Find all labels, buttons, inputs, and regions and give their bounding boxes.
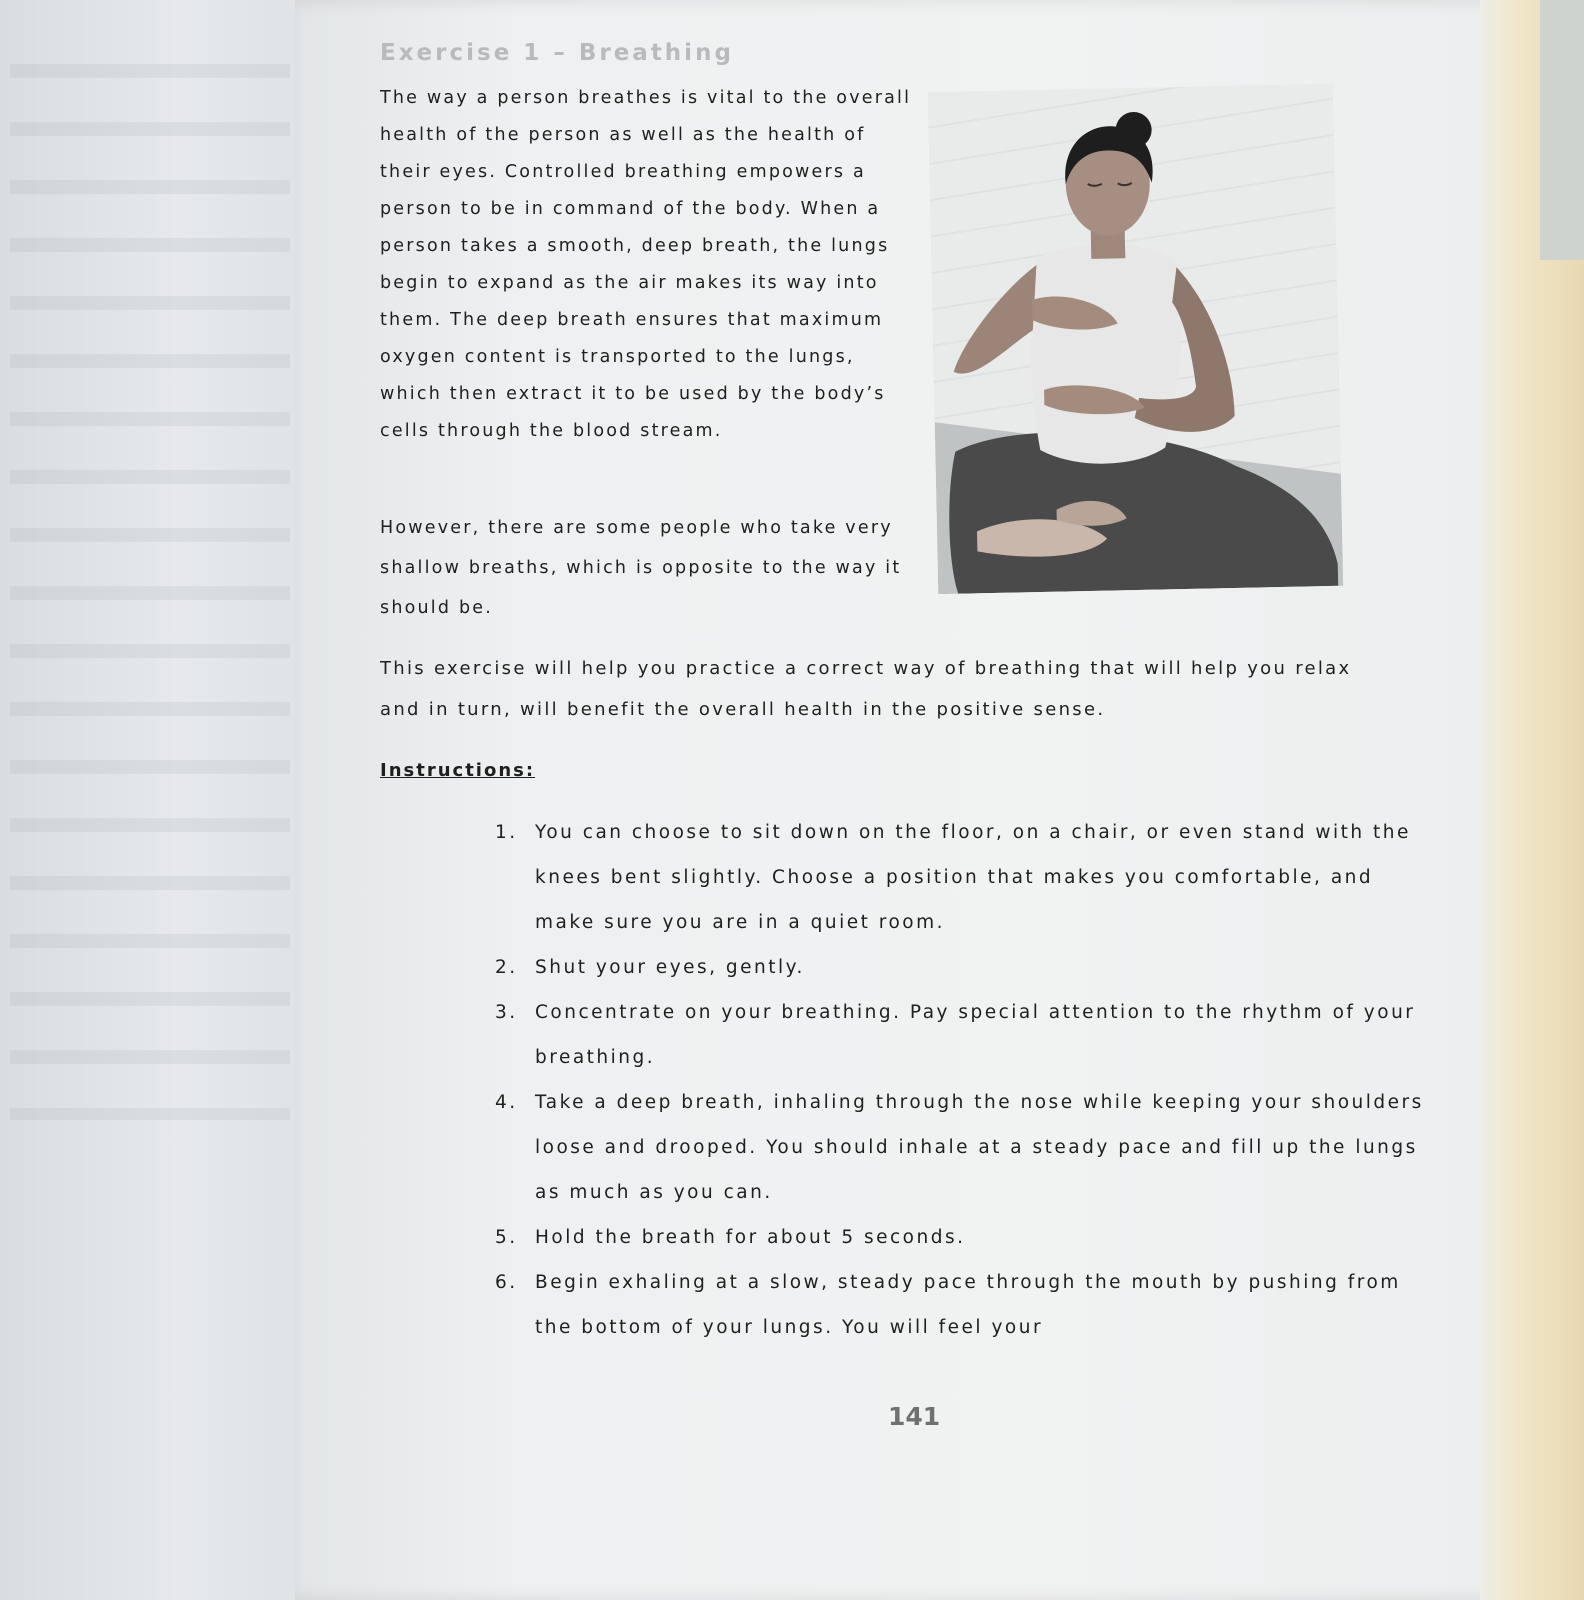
list-item (495, 1215, 1435, 1260)
step-number: 3. (495, 1002, 518, 1023)
step-number: 6. (495, 1272, 518, 1293)
show-through-text (10, 20, 290, 1120)
page-title: Exercise 1 – Breathing (380, 40, 734, 66)
intro-paragraph: The way a person breathes is vital to the overall health of the person as well as the health of their eyes. Controlled breathing empowers a person to be in command of the body. When a person takes a smooth, deep breath, the lungs begin to expand as the air makes its way into them. The deep breath ensures that maximum oxygen content is transported to the lungs, which then extract it to be used by the body’s cells through the blood stream. (380, 88, 912, 441)
shallow-breathing-paragraph: However, there are some people who take very shallow breaths, which is opposite to the way it should be. (380, 518, 902, 618)
step-text: Concentrate on your breathing. Pay special attention to the rhythm of your breathing. (535, 1002, 1416, 1068)
list-item (495, 945, 1435, 990)
step-text: Hold the breath for about 5 seconds. (535, 1227, 966, 1248)
background-surface (1540, 0, 1584, 260)
step-number: 2. (495, 957, 518, 978)
step-text: Take a deep breath, inhaling through the nose while keeping your shoulders loose and drooped. You should inhale at a steady pace and fill up the lungs as much as you can. (535, 1092, 1424, 1203)
step-number: 4. (495, 1092, 518, 1113)
list-item (495, 810, 1435, 945)
breathing-pose-photo (928, 84, 1343, 594)
step-number: 1. (495, 822, 518, 843)
step-text: Shut your eyes, gently. (535, 957, 805, 978)
instructions-heading: Instructions: (380, 760, 536, 781)
woman-seated-figure (928, 84, 1343, 594)
page-number: 141 (888, 1402, 941, 1431)
instruction-list (495, 810, 1435, 1350)
list-item (495, 990, 1435, 1080)
list-item (495, 1080, 1435, 1215)
step-text: Begin exhaling at a slow, steady pace through the mouth by pushing from the bottom of your lungs. You will feel your (535, 1272, 1401, 1338)
facing-page (0, 0, 300, 1600)
step-number: 5. (495, 1227, 518, 1248)
purpose-paragraph: This exercise will help you practice a correct way of breathing that will help you relax and in turn, will benefit the overall health in the positive sense. (380, 658, 1352, 720)
step-text: You can choose to sit down on the floor, on a chair, or even stand with the knees bent slightly. Choose a position that makes you comfortable, and make sure you are in a quiet room. (535, 822, 1411, 933)
list-item (495, 1260, 1435, 1350)
